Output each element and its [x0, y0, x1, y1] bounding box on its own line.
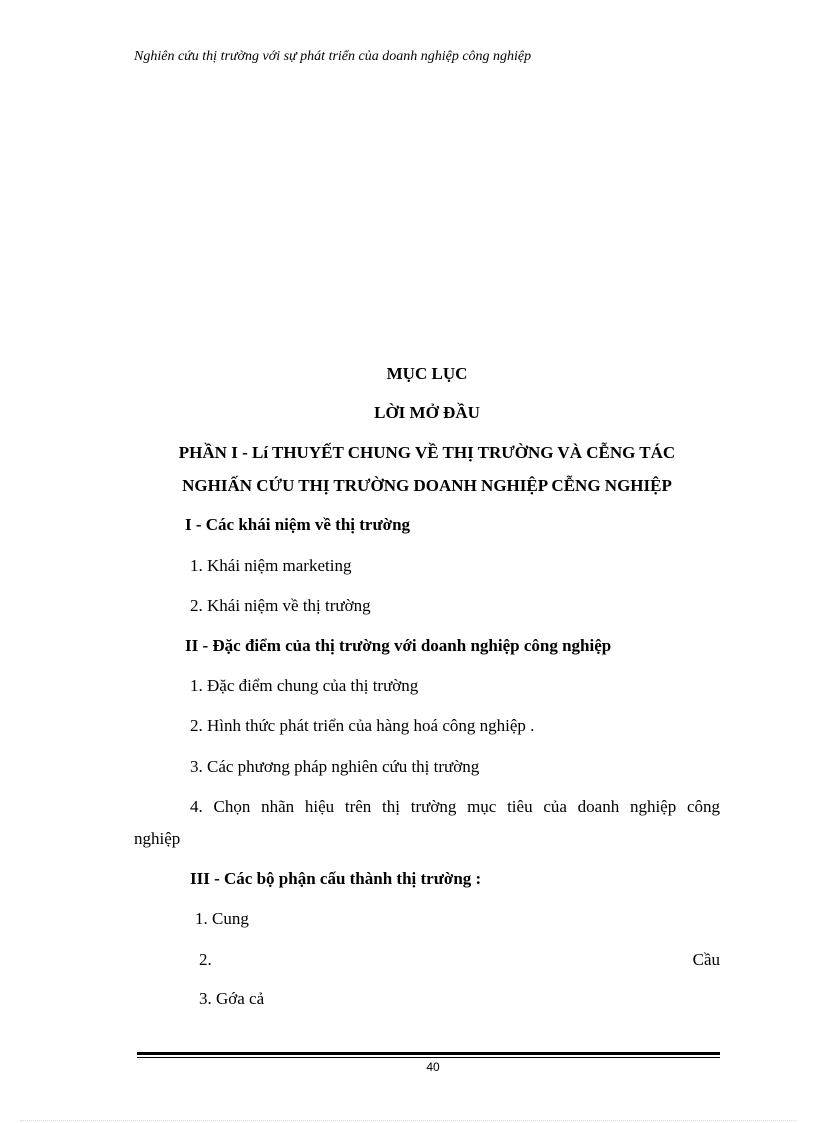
- toc-title: MỤC LỤC: [386, 364, 468, 383]
- toc-section3-item-3: 3. Gớa cả: [199, 989, 265, 1008]
- footer-rule-thin: [137, 1057, 720, 1058]
- toc-section1-item-1: 1. Khái niệm marketing: [190, 556, 352, 575]
- toc-part1-heading-line2: NGHIẤN CỨU THỊ TRƯỜNG DOANH NGHIỆP CỄNG NGHIỆP: [182, 476, 672, 495]
- toc-section1-heading: I - Các khái niệm về thị trường: [185, 515, 411, 534]
- page-number: 40: [426, 1060, 440, 1074]
- toc-intro-entry: LỜI MỞ ĐẦU: [374, 403, 480, 422]
- toc-section3-item-1: 1. Cung: [195, 909, 249, 928]
- page-edge-divider: [20, 1120, 796, 1121]
- toc-section2-item-4: 4. Chọn nhãn hiệu trên thị trường mục tiêu của doanh nghiệp công: [190, 797, 720, 816]
- toc-section1-item-2: 2. Khái niệm về thị trường: [190, 596, 371, 615]
- toc-section2-item-1: 1. Đặc điểm chung của thị trường: [190, 676, 419, 695]
- toc-section2-item-3: 3. Các phương pháp nghiên cứu thị trường: [190, 757, 480, 776]
- toc-section2-item-4-continuation: nghiệp: [134, 829, 181, 848]
- running-header: Nghiên cứu thị trường với sự phát triển của doanh nghiệp công nghiệp: [134, 49, 532, 64]
- toc-section2-item-2: 2. Hình thức phát triển của hàng hoá công nghiệp .: [190, 716, 535, 735]
- toc-section3-heading: III - Các bộ phận cấu thành thị trường :: [190, 869, 482, 888]
- toc-section3-item-2: [199, 950, 720, 970]
- footer-rule-thick: [137, 1052, 720, 1055]
- toc-section3-item-2-number: 2.: [199, 950, 212, 969]
- toc-section3-item-2-label: Cầu: [692, 950, 720, 969]
- toc-section2-heading: II - Đặc điểm của thị trường với doanh nghiệp công nghiệp: [185, 636, 612, 655]
- toc-part1-heading-line1: PHẦN I - Lí THUYẾT CHUNG VỀ THỊ TRƯỜNG VÀ CỄNG TÁC: [178, 443, 676, 462]
